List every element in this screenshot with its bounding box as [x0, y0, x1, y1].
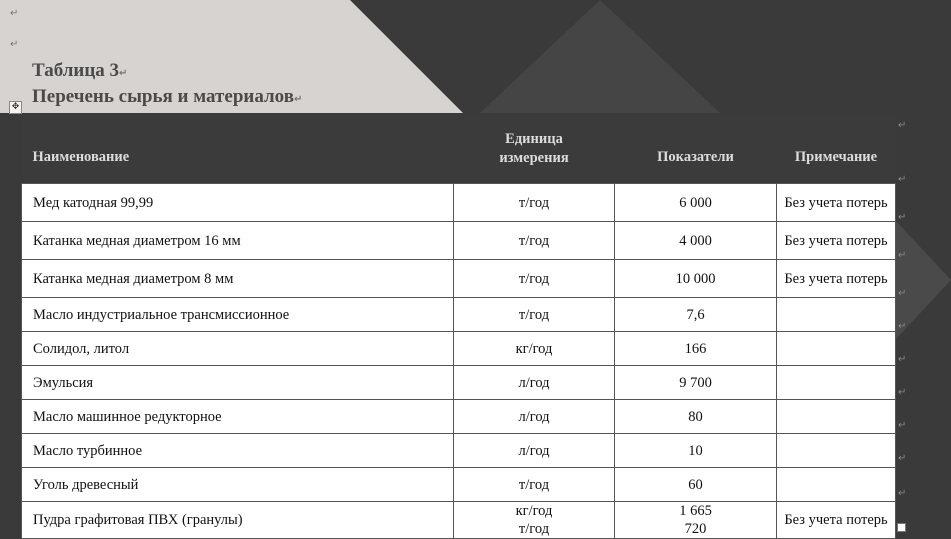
cell-unit-line-2: т/год	[518, 521, 550, 537]
cell-unit[interactable]: л/год	[454, 400, 615, 434]
table-caption	[32, 58, 302, 110]
table-row[interactable]	[22, 502, 896, 539]
cell-value[interactable]: 7,6	[615, 298, 777, 332]
cell-note[interactable]	[777, 434, 896, 468]
cell-value[interactable]: 166	[615, 332, 777, 366]
cell-unit[interactable]: т/год	[454, 260, 615, 298]
cell-name[interactable]: Мед катодная 99,99	[22, 184, 454, 222]
cell-value-line-2: 720	[684, 521, 707, 537]
cell-value[interactable]: 80	[615, 400, 777, 434]
cell-name[interactable]: Масло индустриальное трансмиссионное	[22, 298, 454, 332]
header-unit-label: Единица измерения	[499, 130, 569, 166]
row-end-mark-icon: ↵	[898, 321, 907, 332]
cell-unit[interactable]: л/год	[454, 366, 615, 400]
cell-note[interactable]	[777, 468, 896, 502]
cell-note[interactable]: Без учета потерь	[777, 222, 896, 260]
cell-name[interactable]: Масло машинное редукторное	[22, 400, 454, 434]
cell-value[interactable]: 4 000	[615, 222, 777, 260]
row-end-mark-icon: ↵	[898, 488, 907, 499]
header-value: Показатели	[615, 114, 777, 184]
table-row[interactable]	[22, 222, 896, 260]
table-row[interactable]	[22, 184, 896, 222]
cell-unit[interactable]: т/год	[454, 468, 615, 502]
row-end-mark-icon: ↵	[898, 120, 907, 131]
row-end-mark-icon: ↵	[898, 420, 907, 431]
cell-name[interactable]: Катанка медная диаметром 16 мм	[22, 222, 454, 260]
cell-unit[interactable]: т/год	[454, 222, 615, 260]
paragraph-mark-icon: ↵	[10, 39, 19, 50]
paragraph-mark-icon: ↵	[119, 68, 128, 79]
cell-value[interactable]	[615, 502, 777, 539]
row-end-mark-icon: ↵	[898, 212, 907, 223]
header-unit	[454, 114, 615, 184]
cell-note[interactable]	[777, 400, 896, 434]
paragraph-mark-icon: ↵	[10, 8, 19, 19]
row-end-mark-icon: ↵	[898, 387, 907, 398]
table-row[interactable]	[22, 332, 896, 366]
row-end-mark-icon: ↵	[898, 354, 907, 365]
cell-value[interactable]: 60	[615, 468, 777, 502]
cell-unit[interactable]: кг/год	[454, 332, 615, 366]
table-move-handle-icon[interactable]: ✥	[9, 101, 22, 114]
cell-unit[interactable]	[454, 502, 615, 539]
row-end-mark-icon: ↵	[898, 453, 907, 464]
cell-value[interactable]: 10	[615, 434, 777, 468]
row-end-mark-icon: ↵	[898, 288, 907, 299]
cell-name[interactable]: Пудра графитовая ПВХ (гранулы)	[22, 502, 454, 539]
cell-note[interactable]: Без учета потерь	[777, 184, 896, 222]
cell-note[interactable]	[777, 298, 896, 332]
table-row[interactable]	[22, 434, 896, 468]
row-end-mark-icon: ↵	[898, 174, 907, 185]
table-row[interactable]	[22, 468, 896, 502]
cell-name[interactable]: Катанка медная диаметром 8 мм	[22, 260, 454, 298]
cell-value[interactable]: 6 000	[615, 184, 777, 222]
cell-value[interactable]: 9 700	[615, 366, 777, 400]
cell-value[interactable]: 10 000	[615, 260, 777, 298]
table-row[interactable]	[22, 260, 896, 298]
caption-line-1: Таблица 3	[32, 60, 120, 81]
cell-note[interactable]	[777, 332, 896, 366]
cell-value-line-1: 1 665	[679, 503, 712, 519]
cell-unit[interactable]: л/год	[454, 434, 615, 468]
caption-line-2: Перечень сырья и материалов	[32, 86, 294, 107]
materials-table	[21, 114, 896, 539]
table-header-row	[22, 114, 896, 184]
table-row[interactable]	[22, 366, 896, 400]
table-row[interactable]	[22, 400, 896, 434]
cell-name[interactable]: Солидол, литол	[22, 332, 454, 366]
cell-name[interactable]: Эмульсия	[22, 366, 454, 400]
cell-unit[interactable]: т/год	[454, 184, 615, 222]
cell-note[interactable]: Без учета потерь	[777, 502, 896, 539]
cell-unit[interactable]: т/год	[454, 298, 615, 332]
header-name: Наименование	[22, 114, 454, 184]
table-resize-handle[interactable]	[897, 523, 906, 532]
cell-note[interactable]: Без учета потерь	[777, 260, 896, 298]
header-note: Примечание	[777, 114, 896, 184]
cell-name[interactable]: Масло турбинное	[22, 434, 454, 468]
cell-unit-line-1: кг/год	[515, 503, 553, 519]
row-end-mark-icon: ↵	[898, 250, 907, 261]
cell-note[interactable]	[777, 366, 896, 400]
paragraph-mark-icon: ↵	[293, 94, 303, 105]
table-row[interactable]	[22, 298, 896, 332]
cell-name[interactable]: Уголь древесный	[22, 468, 454, 502]
